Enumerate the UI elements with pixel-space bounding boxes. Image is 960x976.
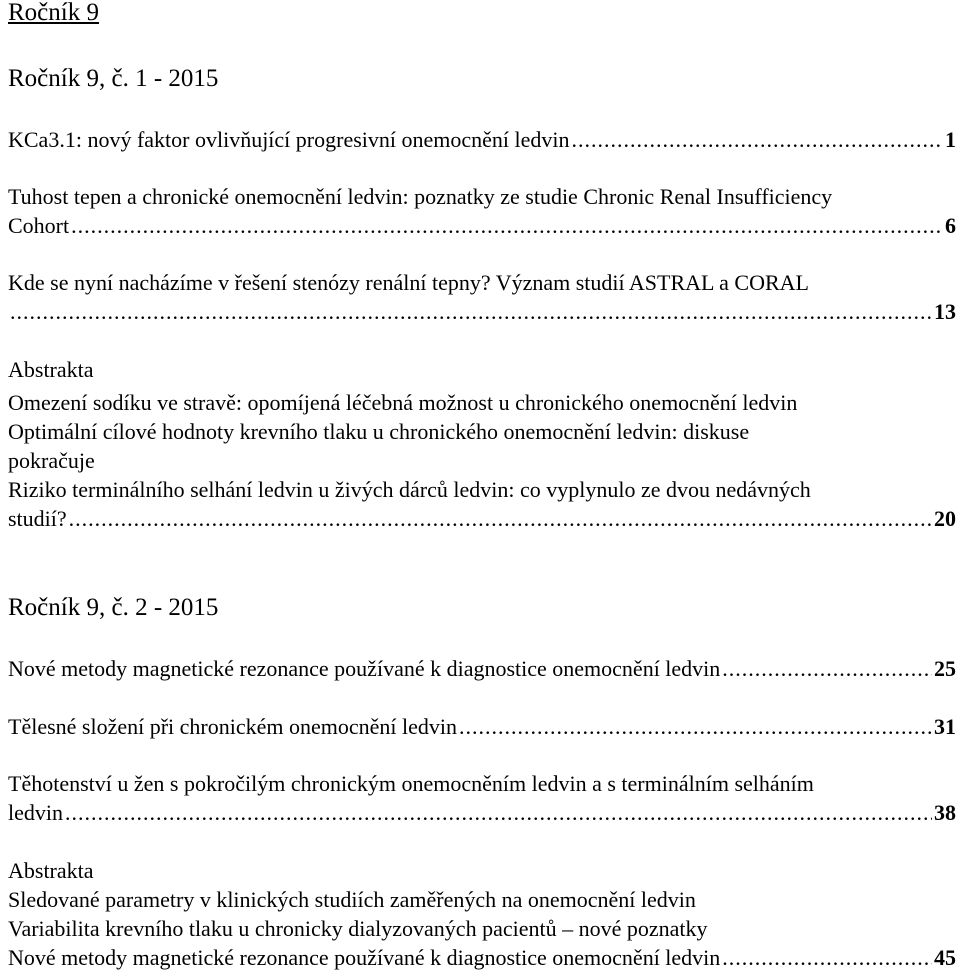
toc-entry [8,505,956,533]
page-number: 38 [934,800,956,825]
leader-dots [10,298,932,326]
entry-title-line: Kde se nyní nacházíme v řešení stenózy renální tepny? Význam studií ASTRAL a CORAL [8,270,809,295]
abstracts-label: Abstrakta [8,357,94,382]
page-number: 31 [934,714,956,739]
abstracts-label: Abstrakta [8,858,94,883]
toc-entry [8,944,956,972]
leader-dots [722,655,932,683]
abstract-item: pokračuje [8,448,95,473]
entry-title: Nové metody magnetické rezonance používané k diagnostice onemocnění ledvin [8,656,721,681]
entry-title: Cohort [8,213,70,238]
leader-dots [65,799,932,827]
entry-title-line: Těhotenství u žen s pokročilým chronickým onemocněním ledvin a s terminálním selháním [8,771,814,796]
page-number: 6 [945,213,956,238]
abstract-item: Sledované parametry v klinických studiích zaměřených na onemocnění ledvin [8,887,696,912]
leader-dots [71,212,943,240]
abstract-item: Variabilita krevního tlaku u chronicky dialyzovaných pacientů – nové poznatky [8,916,708,941]
page-number: 13 [934,299,956,324]
leader-dots [459,713,932,741]
toc-entry [8,713,956,741]
toc-entry [8,799,956,827]
abstract-item: Optimální cílové hodnoty krevního tlaku u chronického onemocnění ledvin: diskuse [8,419,750,444]
abstract-item: Riziko terminálního selhání ledvin u živých dárců ledvin: co vyplynulo ze dvou nedávných [8,477,811,502]
issue-1-heading: Ročník 9, č. 1 - 2015 [8,65,219,92]
abstract-item: studií? [8,506,67,531]
page-number: 1 [945,127,956,152]
page-number: 25 [934,656,956,681]
volume-title[interactable]: Ročník 9 [8,0,99,26]
issue-2-heading: Ročník 9, č. 2 - 2015 [8,594,219,621]
leader-dots [572,126,943,154]
entry-title: KCa3.1: nový faktor ovlivňující progresivní onemocnění ledvin [8,127,570,152]
entry-title: Tělesné složení při chronickém onemocnění ledvin [8,714,458,739]
toc-entry [8,655,956,683]
entry-title-line: Tuhost tepen a chronické onemocnění ledvin: poznatky ze studie Chronic Renal Insufficiency [8,184,833,209]
page-number: 20 [934,506,956,531]
toc-entry [8,126,956,154]
abstract-item: Omezení sodíku ve stravě: opomíjená léčebná možnost u chronického onemocnění ledvin [8,390,798,415]
leader-dots [69,505,932,533]
abstract-item: Nové metody magnetické rezonance používané k diagnostice onemocnění ledvin [8,945,721,970]
toc-entry [8,212,956,240]
toc-entry [8,298,956,326]
leader-dots [722,944,932,972]
page-number: 45 [934,945,956,970]
entry-title: ledvin [8,800,63,825]
